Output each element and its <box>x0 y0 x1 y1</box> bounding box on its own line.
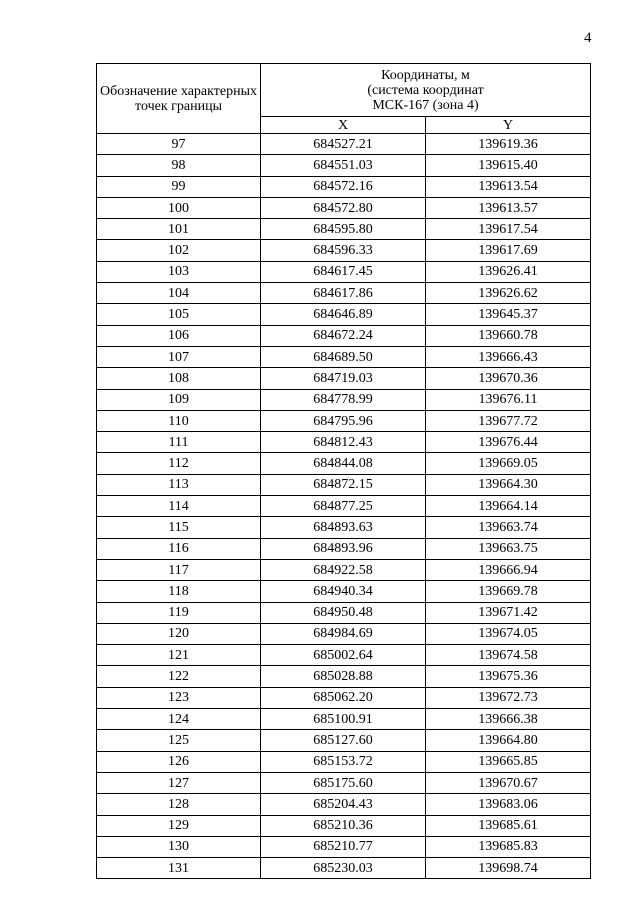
table-row <box>97 283 591 304</box>
y-coordinate-cell: 139677.72 <box>426 410 591 431</box>
y-coordinate-cell: 139666.38 <box>426 709 591 730</box>
point-number-cell: 124 <box>97 709 261 730</box>
x-coordinate-cell: 684595.80 <box>261 219 426 240</box>
point-number-cell: 98 <box>97 155 261 176</box>
x-coordinate-cell: 684877.25 <box>261 496 426 517</box>
table-row <box>97 815 591 836</box>
point-number-cell: 103 <box>97 261 261 282</box>
x-coordinate-cell: 685028.88 <box>261 666 426 687</box>
coordinates-header-line2: (система координат <box>367 82 484 98</box>
table-row <box>97 496 591 517</box>
point-number-cell: 111 <box>97 432 261 453</box>
x-coordinate-cell: 684778.99 <box>261 389 426 410</box>
y-coordinate-cell: 139664.14 <box>426 496 591 517</box>
x-coordinate-cell: 685175.60 <box>261 772 426 793</box>
point-number-cell: 101 <box>97 219 261 240</box>
coordinates-table <box>96 63 591 879</box>
point-number-cell: 112 <box>97 453 261 474</box>
point-number-cell: 97 <box>97 134 261 155</box>
y-coordinate-cell: 139645.37 <box>426 304 591 325</box>
table-row <box>97 176 591 197</box>
table-row <box>97 751 591 772</box>
y-coordinate-cell: 139665.85 <box>426 751 591 772</box>
y-coordinate-cell: 139666.43 <box>426 346 591 367</box>
point-number-cell: 131 <box>97 858 261 879</box>
x-coordinate-cell: 685153.72 <box>261 751 426 772</box>
table-row <box>97 666 591 687</box>
table-row <box>97 389 591 410</box>
table-row <box>97 836 591 857</box>
table-row <box>97 559 591 580</box>
table-row <box>97 645 591 666</box>
x-coordinate-cell: 685127.60 <box>261 730 426 751</box>
y-coordinate-cell: 139660.78 <box>426 325 591 346</box>
point-designation-header: Обозначение характерных точек границы <box>97 64 261 134</box>
table-row <box>97 517 591 538</box>
x-coordinate-cell: 685210.36 <box>261 815 426 836</box>
table-row <box>97 538 591 559</box>
y-coordinate-cell: 139663.75 <box>426 538 591 559</box>
y-coordinate-cell: 139671.42 <box>426 602 591 623</box>
coordinates-header <box>261 64 591 117</box>
point-number-cell: 108 <box>97 368 261 389</box>
point-number-cell: 122 <box>97 666 261 687</box>
point-number-cell: 123 <box>97 687 261 708</box>
table-row <box>97 368 591 389</box>
point-number-cell: 105 <box>97 304 261 325</box>
x-coordinate-cell: 684922.58 <box>261 559 426 580</box>
page-number: 4 <box>584 30 592 46</box>
table-row <box>97 772 591 793</box>
point-number-cell: 100 <box>97 197 261 218</box>
point-number-cell: 107 <box>97 346 261 367</box>
x-coordinate-cell: 685100.91 <box>261 709 426 730</box>
coordinates-header-line3: МСК-167 (зона 4) <box>372 97 479 113</box>
y-coordinate-cell: 139676.11 <box>426 389 591 410</box>
y-coordinate-cell: 139698.74 <box>426 858 591 879</box>
y-coordinate-cell: 139669.78 <box>426 581 591 602</box>
point-number-cell: 128 <box>97 794 261 815</box>
table-row <box>97 134 591 155</box>
point-number-cell: 125 <box>97 730 261 751</box>
x-coordinate-cell: 684572.16 <box>261 176 426 197</box>
x-coordinate-cell: 685204.43 <box>261 794 426 815</box>
x-coordinate-cell: 684617.45 <box>261 261 426 282</box>
x-coordinate-cell: 684872.15 <box>261 474 426 495</box>
table-row <box>97 709 591 730</box>
x-coordinate-cell: 684551.03 <box>261 155 426 176</box>
y-coordinate-cell: 139675.36 <box>426 666 591 687</box>
y-coordinate-cell: 139664.30 <box>426 474 591 495</box>
y-column-header: Y <box>426 117 591 134</box>
y-coordinate-cell: 139617.54 <box>426 219 591 240</box>
point-number-cell: 118 <box>97 581 261 602</box>
point-number-cell: 126 <box>97 751 261 772</box>
x-coordinate-cell: 684812.43 <box>261 432 426 453</box>
x-coordinate-cell: 684893.96 <box>261 538 426 559</box>
table-row <box>97 325 591 346</box>
x-coordinate-cell: 685210.77 <box>261 836 426 857</box>
point-number-cell: 130 <box>97 836 261 857</box>
table-row <box>97 432 591 453</box>
y-coordinate-cell: 139676.44 <box>426 432 591 453</box>
table-row <box>97 730 591 751</box>
x-coordinate-cell: 684617.86 <box>261 283 426 304</box>
point-number-cell: 113 <box>97 474 261 495</box>
y-coordinate-cell: 139619.36 <box>426 134 591 155</box>
point-number-cell: 110 <box>97 410 261 431</box>
point-number-cell: 117 <box>97 559 261 580</box>
table-row <box>97 687 591 708</box>
x-coordinate-cell: 684689.50 <box>261 346 426 367</box>
point-number-cell: 129 <box>97 815 261 836</box>
x-coordinate-cell: 684844.08 <box>261 453 426 474</box>
table-row <box>97 474 591 495</box>
y-coordinate-cell: 139613.57 <box>426 197 591 218</box>
y-coordinate-cell: 139663.74 <box>426 517 591 538</box>
point-number-cell: 127 <box>97 772 261 793</box>
table-row <box>97 794 591 815</box>
point-number-cell: 114 <box>97 496 261 517</box>
x-coordinate-cell: 684719.03 <box>261 368 426 389</box>
point-number-cell: 120 <box>97 623 261 644</box>
y-coordinate-cell: 139613.54 <box>426 176 591 197</box>
y-coordinate-cell: 139664.80 <box>426 730 591 751</box>
x-coordinate-cell: 684646.89 <box>261 304 426 325</box>
point-number-cell: 116 <box>97 538 261 559</box>
y-coordinate-cell: 139617.69 <box>426 240 591 261</box>
x-coordinate-cell: 684596.33 <box>261 240 426 261</box>
point-number-cell: 115 <box>97 517 261 538</box>
table-row <box>97 197 591 218</box>
y-coordinate-cell: 139672.73 <box>426 687 591 708</box>
table-row <box>97 346 591 367</box>
y-coordinate-cell: 139674.05 <box>426 623 591 644</box>
x-coordinate-cell: 685062.20 <box>261 687 426 708</box>
coordinates-header-line1: Координаты, м <box>381 67 470 83</box>
x-column-header: X <box>261 117 426 134</box>
x-coordinate-cell: 685230.03 <box>261 858 426 879</box>
y-coordinate-cell: 139674.58 <box>426 645 591 666</box>
point-number-cell: 102 <box>97 240 261 261</box>
y-coordinate-cell: 139683.06 <box>426 794 591 815</box>
table-row <box>97 240 591 261</box>
x-coordinate-cell: 684795.96 <box>261 410 426 431</box>
x-coordinate-cell: 684940.34 <box>261 581 426 602</box>
point-number-cell: 104 <box>97 283 261 304</box>
y-coordinate-cell: 139670.67 <box>426 772 591 793</box>
table-row <box>97 581 591 602</box>
table-row <box>97 858 591 879</box>
x-coordinate-cell: 685002.64 <box>261 645 426 666</box>
x-coordinate-cell: 684893.63 <box>261 517 426 538</box>
y-coordinate-cell: 139626.62 <box>426 283 591 304</box>
x-coordinate-cell: 684984.69 <box>261 623 426 644</box>
x-coordinate-cell: 684527.21 <box>261 134 426 155</box>
y-coordinate-cell: 139670.36 <box>426 368 591 389</box>
point-number-cell: 119 <box>97 602 261 623</box>
point-number-cell: 106 <box>97 325 261 346</box>
table-row <box>97 304 591 325</box>
x-coordinate-cell: 684572.80 <box>261 197 426 218</box>
y-coordinate-cell: 139615.40 <box>426 155 591 176</box>
y-coordinate-cell: 139685.83 <box>426 836 591 857</box>
table-row <box>97 261 591 282</box>
table-row <box>97 410 591 431</box>
y-coordinate-cell: 139685.61 <box>426 815 591 836</box>
y-coordinate-cell: 139669.05 <box>426 453 591 474</box>
table-row <box>97 155 591 176</box>
x-coordinate-cell: 684672.24 <box>261 325 426 346</box>
table-row <box>97 219 591 240</box>
table-row <box>97 623 591 644</box>
y-coordinate-cell: 139666.94 <box>426 559 591 580</box>
point-number-cell: 99 <box>97 176 261 197</box>
point-number-cell: 121 <box>97 645 261 666</box>
y-coordinate-cell: 139626.41 <box>426 261 591 282</box>
x-coordinate-cell: 684950.48 <box>261 602 426 623</box>
table-row <box>97 453 591 474</box>
point-number-cell: 109 <box>97 389 261 410</box>
table-row <box>97 602 591 623</box>
